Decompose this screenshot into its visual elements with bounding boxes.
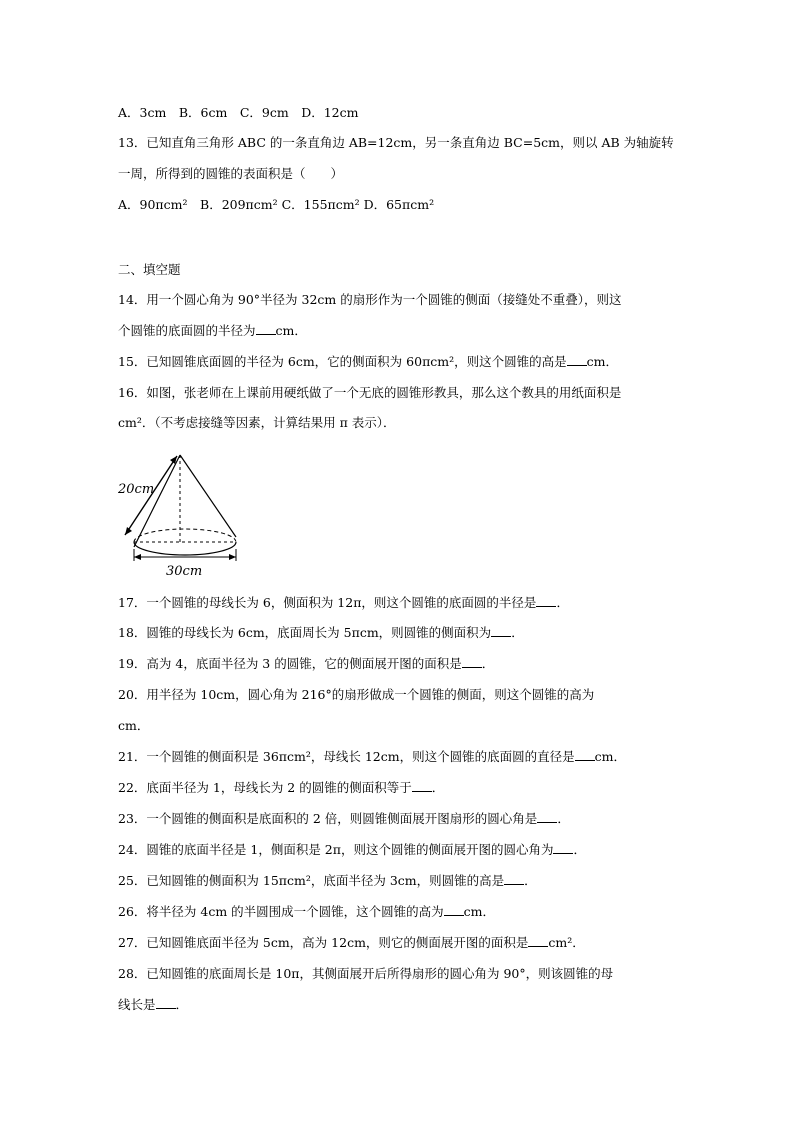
cone-base-front (134, 542, 236, 555)
q16-text-line2: cm²．（不考虑接缝等因素，计算结果用 π 表示）． (118, 415, 396, 430)
q20-text-line1: 20．用半径为 10cm，圆心角为 216°的扇形做成一个圆锥的侧面，则这个圆锥的高为 (118, 687, 595, 702)
q27-text (118, 935, 585, 951)
q18-end: ． (511, 625, 524, 640)
answer-blank (444, 904, 464, 916)
q21-end: cm． (594, 749, 626, 764)
answer-blank (504, 873, 524, 885)
q18-text (118, 625, 524, 641)
answer-blank (567, 354, 587, 366)
answer-blank (462, 656, 482, 668)
q24-stem: 24．圆锥的底面半径是 1，侧面积是 2π，则这个圆锥的侧面展开图的圆心角为 (118, 842, 554, 857)
q19-stem: 19．高为 4，底面半径为 3 的圆锥，它的侧面展开图的面积是 (118, 656, 462, 671)
base-label: 30cm (166, 564, 203, 579)
q18-stem: 18．圆锥的母线长为 6cm，底面周长为 5πcm，则圆锥的侧面积为 (118, 625, 492, 640)
answer-blank (256, 323, 276, 335)
q12-options: A．3cm B．6cm C．9cm D．12cm (118, 105, 359, 120)
q24-text (118, 842, 586, 858)
answer-blank (491, 625, 511, 637)
q25-end: ． (524, 873, 537, 888)
q13-options: A．90πcm² B．209πcm² C．155πcm² D．65πcm² (118, 197, 435, 212)
q15-unit: cm． (586, 354, 619, 369)
q14-unit: cm． (275, 323, 307, 338)
cone-base-back (134, 529, 236, 542)
q28-text-line2 (118, 997, 188, 1013)
q13-text-line2: 一周，所得到的圆锥的表面积是（ ） (118, 166, 344, 181)
q21-text (118, 749, 626, 765)
cone-left-side (134, 455, 180, 547)
arrow-head-right (229, 554, 236, 560)
q28-end: ． (175, 997, 189, 1012)
answer-blank (412, 780, 432, 792)
answer-blank (553, 842, 573, 854)
q22-text (118, 780, 444, 796)
arrow-head-left (134, 554, 141, 560)
q14-text: 个圆锥的底面圆的半径为 (118, 323, 256, 338)
q15-stem: 15．已知圆锥底面圆的半径为 6cm，它的侧面积为 60πcm²，则这个圆锥的高是 (118, 354, 567, 369)
q22-stem: 22．底面半径为 1，母线长为 2 的圆锥的侧面积等于 (118, 780, 412, 795)
answer-blank (575, 749, 595, 761)
answer-blank (156, 997, 176, 1009)
section-title: 二、填空题 (118, 262, 181, 277)
q19-text (118, 656, 494, 672)
q23-text (118, 811, 570, 827)
q21-stem: 21．一个圆锥的侧面积是 36πcm²，母线长 12cm，则这个圆锥的底面圆的直径是 (118, 749, 575, 764)
q14-text-line1: 14．用一个圆心角为 90°半径为 32cm 的扇形作为一个圆锥的侧面（接缝处不重叠），则这 (118, 292, 622, 307)
q19-end: ． (481, 656, 495, 671)
q20-text-line2: cm． (118, 718, 150, 733)
cone-right-side (180, 455, 236, 537)
q24-end: ． (573, 842, 586, 857)
q22-end: ． (431, 780, 445, 795)
q27-end: cm²． (548, 935, 585, 950)
q26-stem: 26．将半径为 4cm 的半圆围成一个圆锥，这个圆锥的高为 (118, 904, 444, 919)
q15-text (118, 354, 618, 370)
q17-text (118, 595, 569, 611)
q16-text-line1: 16．如图，张老师在上课前用硬纸做了一个无底的圆锥形教具，那么这个教具的用纸面积是 (118, 385, 622, 400)
q28-stem: 线长是 (118, 997, 156, 1012)
q23-stem: 23．一个圆锥的侧面积是底面积的 2 倍，则圆锥侧面展开图扇形的圆心角是 (118, 811, 538, 826)
cone-figure (114, 449, 244, 581)
slant-label: 20cm (118, 482, 155, 497)
q23-end: ． (557, 811, 570, 826)
q27-stem: 27．已知圆锥底面半径为 5cm，高为 12cm，则它的侧面展开图的面积是 (118, 935, 529, 950)
q17-end: ． (556, 595, 569, 610)
q25-text (118, 873, 537, 889)
q17-stem: 17．一个圆锥的母线长为 6，侧面积为 12π，则这个圆锥的底面圆的半径是 (118, 595, 537, 610)
answer-blank (536, 595, 556, 607)
answer-blank (528, 935, 548, 947)
q14-text-line2 (118, 323, 307, 339)
q13-text-line1: 13．已知直角三角形 ABC 的一条直角边 AB=12cm，另一条直角边 BC=5cm，则以 AB 为轴旋转 (118, 135, 674, 150)
arrow-head-bottom (125, 527, 132, 535)
answer-blank (537, 811, 557, 823)
q26-end: cm． (463, 904, 496, 919)
q25-stem: 25．已知圆锥的侧面积为 15πcm²，底面半径为 3cm，则圆锥的高是 (118, 873, 505, 888)
q28-text-line1: 28．已知圆锥的底面周长是 10π，其侧面展开后所得扇形的圆心角为 90°，则该圆锥的母 (118, 966, 614, 981)
q26-text (118, 904, 495, 920)
